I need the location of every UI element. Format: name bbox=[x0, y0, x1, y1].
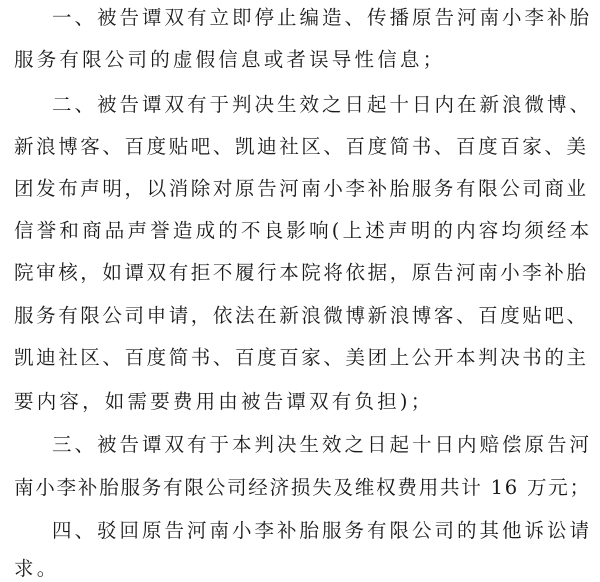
paragraph-3-line-2: 南小李补胎服务有限公司经济损失及维权费用共计 16 万元； bbox=[14, 476, 591, 499]
paragraph-1-line-2: 服务有限公司的虚假信息或者误导性信息； bbox=[14, 48, 446, 71]
paragraph-3-line-1: 三、被告谭双有于本判决生效之日起十日内赔偿原告河 bbox=[52, 433, 593, 456]
paragraph-2-line-3: 团发布声明，以消除对原告河南小李补胎服务有限公司商业 bbox=[14, 177, 589, 200]
paragraph-2-line-7: 凯迪社区、百度简书、百度百家、美团上公开本判决书的主 bbox=[14, 346, 589, 369]
paragraph-2-line-5: 院审核，如谭双有拒不履行本院将依据，原告河南小李补胎 bbox=[14, 261, 589, 284]
paragraph-2-line-4: 信誉和商品声誉造成的不良影响(上述声明的内容均须经本 bbox=[14, 219, 593, 242]
paragraph-4-line-2: 求。 bbox=[14, 557, 60, 580]
paragraph-2-line-2: 新浪博客、百度贴吧、凯迪社区、百度简书、百度百家、美 bbox=[14, 135, 589, 158]
paragraph-1-line-1: 一、被告谭双有立即停止编造、传播原告河南小李补胎 bbox=[52, 6, 593, 29]
paragraph-2-line-1: 二、被告谭双有于判决生效之日起十日内在新浪微博、 bbox=[52, 93, 593, 116]
paragraph-2-line-8: 要内容，如需要费用由被告谭双有负担)； bbox=[14, 390, 434, 413]
paragraph-4-line-1: 四、驳回原告河南小李补胎服务有限公司的其他诉讼请 bbox=[52, 519, 593, 542]
paragraph-2-line-6: 服务有限公司申请，依法在新浪微博新浪博客、百度贴吧、 bbox=[14, 304, 589, 327]
